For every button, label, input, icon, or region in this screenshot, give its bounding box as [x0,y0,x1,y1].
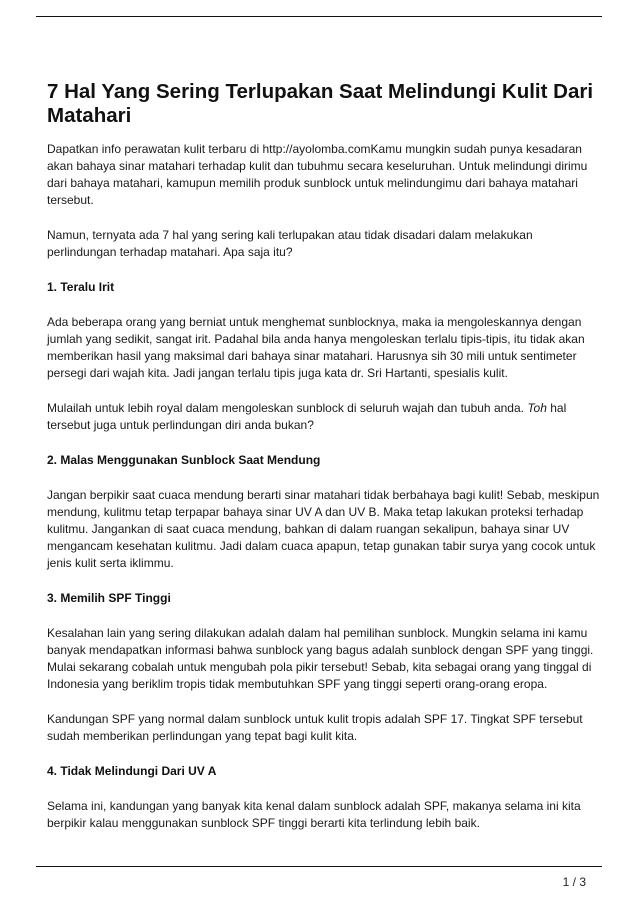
section-4-heading: 4. Tidak Melindungi Dari UV A [47,764,217,778]
intro-paragraph-2: Namun, ternyata ada 7 hal yang sering kali terlupakan atau tidak disadari dalam melakukan perlindungan terhadap matahari. Apa saja itu? [47,228,533,259]
section-2-paragraph-1: Jangan berpikir saat cuaca mendung berarti sinar matahari tidak berbahaya bagi kulit! Sebab, meskipun mendung, kulitmu tetap terpapar bahaya sinar UV A dan UV B. Maka tetap lakukan proteksi terhadap kulitmu. Jangankan di saat cuaca mendung, bahkan di dalam ruangan sekalipun, bahaya sinar UV mengancam kesehatan kulitmu. Jadi dalam cuaca apapun, tetap gunakan tabir surya yang cocok untuk jenis kulit serta iklimmu. [47,488,600,570]
document-title: 7 Hal Yang Sering Terlupakan Saat Melindungi Kulit Dari Matahari [47,80,594,127]
section-1-paragraph-2-main: Mulailah untuk lebih royal dalam mengoleskan sunblock di seluruh wajah dan tubuh anda. [47,401,528,415]
section-1-paragraph-2-end: hal tersebut juga untuk perlindungan diri anda bukan? [47,401,567,432]
section-3-heading: 3. Memilih SPF Tinggi [47,591,171,605]
footer-rule [36,866,602,867]
page-number: 1 / 3 [562,875,586,889]
section-4-paragraph-1: Selama ini, kandungan yang banyak kita kenal dalam sunblock adalah SPF, makanya selama ini kita berpikir kalau menggunakan sunblock SPF tinggi berarti kita terlindung lebih baik. [47,799,581,830]
section-1-paragraph-2 [47,400,602,434]
section-3-paragraph-1: Kesalahan lain yang sering dilakukan adalah dalam hal pemilihan sunblock. Mungkin selama ini kamu banyak mendapatkan informasi bahwa sunblock yang bagus adalah sunblock dengan SPF yang tinggi. Mulai sekarang cobalah untuk mengubah pola pikir tersebut! Sebab, kita sebagai orang yang tinggal di Indonesia yang beriklim tropis tidak membutuhkan SPF yang tinggi seperti orang-orang eropa. [47,626,594,691]
header-rule [36,16,602,17]
section-2-heading: 2. Malas Menggunakan Sunblock Saat Mendung [47,453,321,467]
intro-paragraph-1: Dapatkan info perawatan kulit terbaru di http://ayolomba.comKamu mungkin sudah punya kesadaran akan bahaya sinar matahari terhadap kulit dan tubuhmu secara keseluruhan. Untuk melindungi dirimu dari bahaya matahari, kamupun memilih produk sunblock untuk melindungimu dari bahaya matahari tersebut. [47,142,588,207]
section-1-paragraph-1: Ada beberapa orang yang berniat untuk menghemat sunblocknya, maka ia mengoleskannya dengan jumlah yang sedikit, sangat irit. Padahal bila anda hanya mengoleskan terlalu tipis-tipis, itu tidak akan memberikan hasil yang maksimal dari bahaya sinar matahari. Harusnya sih 30 mili untuk sentimeter persegi dari wajah kita. Jadi jangan terlalu tipis juga kata dr. Sri Hartanti, spesialis kulit. [47,315,585,380]
section-1-heading: 1. Teralu Irit [47,280,115,294]
section-3-paragraph-2: Kandungan SPF yang normal dalam sunblock untuk kulit tropis adalah SPF 17. Tingkat SPF tersebut sudah memberikan perlindungan yang tepat bagi kulit kita. [47,712,583,743]
section-1-paragraph-2-italic: Toh [527,401,547,415]
document-body [47,80,602,850]
